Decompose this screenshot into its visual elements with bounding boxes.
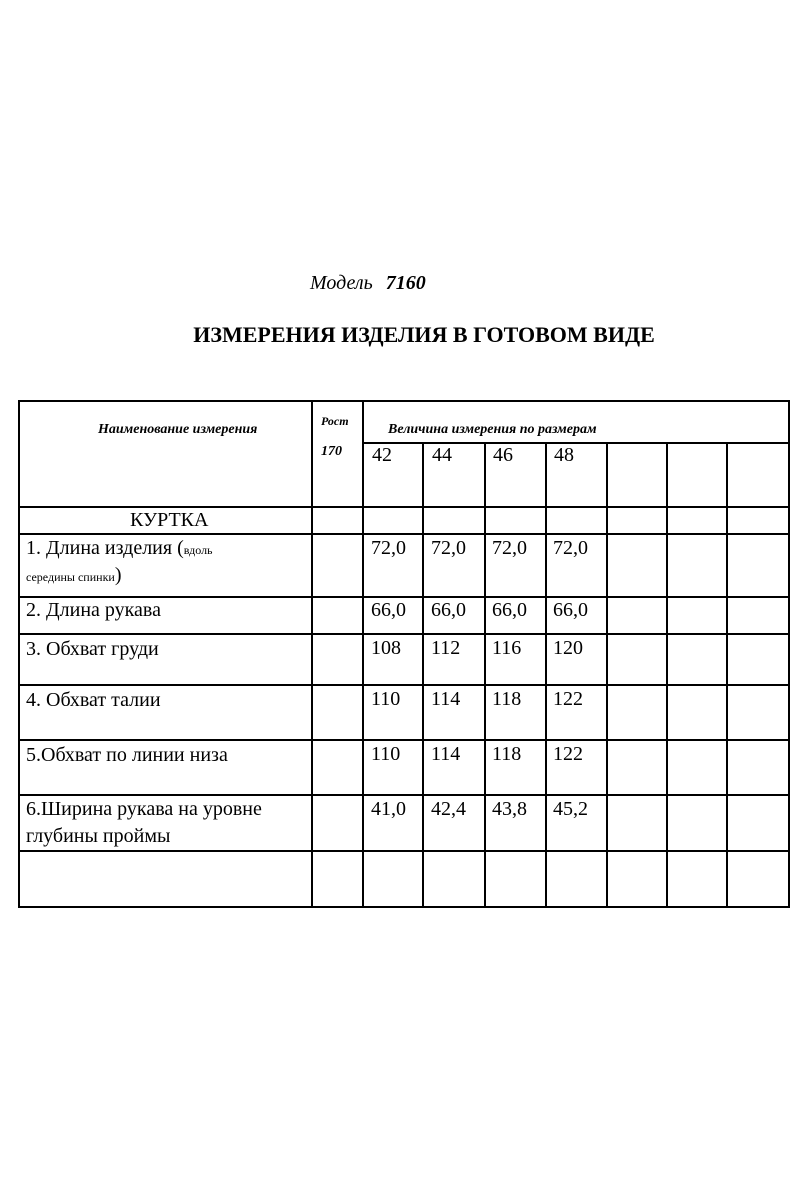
table-hline (18, 506, 790, 508)
row-3-value: 108 (371, 637, 401, 659)
model-label: Модель (310, 272, 373, 294)
table-border-right (788, 400, 790, 908)
table-hline (18, 794, 790, 796)
table-hline (18, 739, 790, 741)
row-4-value: 110 (371, 688, 401, 710)
row-2-label: 2. Длина рукава (26, 599, 161, 621)
row-3-value: 116 (492, 637, 522, 659)
table-hline (18, 596, 790, 598)
row-2-value: 66,0 (553, 599, 588, 621)
header-height-label: Рост (321, 414, 349, 428)
table-hline (362, 442, 790, 444)
row-3-value: 120 (553, 637, 583, 659)
row-1-value: 72,0 (553, 537, 588, 559)
row-4-value: 114 (431, 688, 461, 710)
row-3-value: 112 (431, 637, 461, 659)
header-height-value: 170 (321, 444, 342, 459)
table-vline (545, 443, 547, 908)
header-sizes-label: Величина измерения по размерам (388, 422, 597, 437)
measurements-table (18, 400, 790, 908)
row-4-label: 4. Обхват талии (26, 689, 161, 711)
row-1-value: 72,0 (492, 537, 527, 559)
table-vline (311, 400, 313, 908)
row-6-value: 45,2 (553, 798, 588, 820)
row-4-value: 118 (492, 688, 522, 710)
row-6-value: 43,8 (492, 798, 527, 820)
row-1-value: 72,0 (431, 537, 466, 559)
row-1-value: 72,0 (371, 537, 406, 559)
row-2-value: 66,0 (492, 599, 527, 621)
model-caption (310, 272, 426, 295)
row-6-value: 41,0 (371, 798, 406, 820)
row-5-value: 122 (553, 743, 583, 765)
row-3-label: 3. Обхват груди (26, 638, 159, 660)
size-44: 44 (432, 444, 452, 466)
table-vline (606, 443, 608, 908)
table-vline (666, 443, 668, 908)
size-42: 42 (372, 444, 392, 466)
section-title: КУРТКА (130, 509, 209, 531)
table-vline (726, 443, 728, 908)
row-1-label: 1. Длина изделия (вдоль (26, 537, 213, 559)
table-vline (362, 400, 364, 908)
size-48: 48 (554, 444, 574, 466)
table-vline (422, 443, 424, 908)
row-5-value: 114 (431, 743, 461, 765)
row-1-label-line2: середины спинки) (26, 564, 122, 586)
header-name: Наименование измерения (98, 422, 258, 437)
row-4-value: 122 (553, 688, 583, 710)
page-title: ИЗМЕРЕНИЯ ИЗДЕЛИЯ В ГОТОВОМ ВИДЕ (193, 322, 655, 347)
row-5-value: 118 (492, 743, 522, 765)
table-hline (18, 684, 790, 686)
row-5-value: 110 (371, 743, 401, 765)
row-5-label: 5.Обхват по линии низа (26, 744, 228, 766)
row-2-value: 66,0 (371, 599, 406, 621)
table-border-top (18, 400, 790, 402)
table-hline (18, 850, 790, 852)
row-6-label: 6.Ширина рукава на уровне (26, 798, 262, 820)
row-6-value: 42,4 (431, 798, 466, 820)
table-vline (484, 443, 486, 908)
table-border-bottom (18, 906, 790, 908)
table-hline (18, 533, 790, 535)
row-6-label-line2: глубины проймы (26, 825, 171, 847)
row-2-value: 66,0 (431, 599, 466, 621)
size-46: 46 (493, 444, 513, 466)
table-border-left (18, 400, 20, 908)
model-number: 7160 (385, 272, 426, 294)
table-hline (18, 633, 790, 635)
